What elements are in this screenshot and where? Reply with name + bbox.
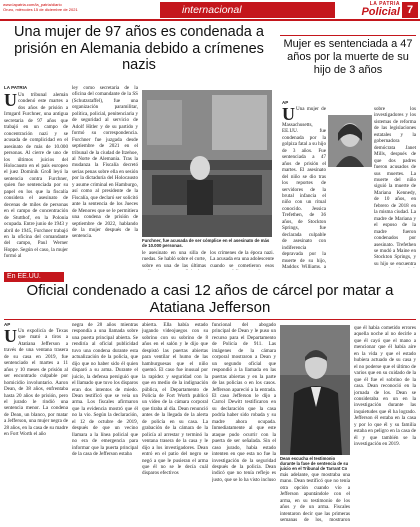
article2-headline: Mujer es sentenciada a 47 años por la muerte de su hijo de 3 años [283, 38, 413, 76]
article3-col3: abierta. Ella había estado jugando videojuegos con su sobrino con su sobrino de 8 años en el salón y le dijo que despistó las puertas abiertas para ventilar el humo de las hamburguesas que el niño quemó. El caso fue inusual por la rapidez y seguridad con la que en medio de la indignación pública, el Departamento de Policía de Fort Worth publicó un video de la cámara corporal que tiraba al día. Dean renunció antes de la llegada de la alerta de policía en su casa. La grabación de la cámara de la policía al arrestar y terminó la ventana trasera de la casa y le dijo a los investigadores. Dean entró en el patio del negro se negó a que le pusieran el arma que él no se le decía cuál disparos efectivos [142, 322, 208, 477]
article2-col2: sobre los investigadores y los sistemas de reforma de las legislaciones estatales y la gobernadora demócrata Janet Mills, después de que dos padres fueron acusados de sus muertes. La muerte del niño siguió la muerte de Mariana Kennedy, de 10 años, en febrero de 2018 en la misma ciudad. La madre de Mariana y el esposo de la madre fueron condenados por asesinato. Trefethen se mudó a Maine en Stockton Springs, y su hijo se encuentra [374, 106, 416, 267]
dropcap: U [4, 92, 17, 110]
article2-kicker: AP [282, 100, 289, 105]
article3-col4: funcional del abogado principal de Dean y le puso un recurso para el Departamento de Policía de 911. Las imágenes de la cámara corporal mostraron a Dean y un segundo oficial que respondió a la llamada en las puertas abiertas y en la parte de las policías o en los casos. Jefferson apareció a la entrada. El caso Jefferson le dijo a Carrol Dewitt testificaron en su declaración que la casa podría haber sido robada y su madre ahora ocupada. Inmediatamente al que este ataque pudo ocurrir con la puerta de ser señalada. Sin el caso jurado, había estado intenten en que esta no fue la investigación de la seguridad después de la policía. Dean indicó que no tenía reflejo es justo, que se lo ha visto incluso [212, 322, 276, 483]
defendant-photo [280, 325, 350, 455]
courtroom-photo [142, 90, 272, 237]
brand-logo [340, 1, 400, 18]
brand-top: LA PATRIA [369, 1, 400, 7]
article2-photo [328, 115, 372, 167]
article3-divider [4, 319, 416, 320]
portrait-photo [328, 115, 372, 167]
article3-kicker: AP [4, 322, 11, 327]
article1-col4: los crímenes de la época nazi. La acusada era una adolescente cuando se cometieron esos [210, 250, 274, 269]
article3-headline: Oficial condenado a casi 12 años de cárcel por matar a Atatiana Jefferson [26, 282, 394, 316]
article1-photo [142, 90, 272, 237]
article1-col2: ley como secretaria de la oficina del comandante de la SS (Schutzstaffel), fue una organización paramilitar, política, policial, penitenciaria y de seguridad al servicio de Adolf Hitler y de su partido y formó su correspondencia. Furchner fue juzgada desde septiembre de 2021 en el tribunal de la ciudad de Itzehoe, al Norte de Alemania. Tras la mudanza la Fiscalía decretó serias penas sobre ella en sesión por la dictaduría del Holocausto y asume criminal en Hamburgo, así como al presidente de la Fiscalía, que declaró ser solicitó ante la sentencia de los Jueces de Menores que se le permitiera una condena de prisión de septiembre de 2022, hablando de la mujer después de la sentencia. [72, 85, 138, 240]
page-number: 7 [402, 2, 418, 18]
header-info [3, 2, 153, 12]
brand-main: Policial [361, 6, 400, 18]
article3-col2: negra de 28 años mientras respondía a una llamada sobre una puerta principal abierta. Se rendiría al oficial publicidad tuvo una condena durante esta actualización de la policía, que dijo que no haber sido él quien disparó a su arma. Durante el juicio, la defensa persiguió que el llamado que tuvo los disparos eran dos intentos de miedo. Dean testificó que se veía un arma. Los fiscales afirmaron que la evidencia mostró que él no la vio. Según la declaración, el 12 de octubre de 2019, después de que un vecino llamara a la línea policial que no era de emergencia para informar que la puerta principal de la casa de Jefferson estaba [72, 322, 138, 458]
header-divider [0, 19, 420, 21]
dropcap: U [282, 106, 295, 124]
issue-date: Oruro, miércoles 15 de diciembre de 2021 [3, 7, 78, 12]
sidebar-divider [280, 35, 416, 36]
article3-tag: En EE.UU. [4, 272, 64, 282]
article1-caption: Furchner, fue acusada de ser cómplice en el asesinato de más de 10.000 personas. [142, 238, 270, 248]
article1-kicker: LA PATRIA [4, 85, 28, 90]
article1-col1: U Un tribunal alemán condenó este martes a dos años de prisión a Irmgard Furchner, una antigua secretaria de 97 años que trabajó en un campo de concentración nazi y se acusada de complicidad en el asesinato de más de 10.000 personas. Al cierre de uno de los últimos juicios del Holocausto en el país europeo el juez Dominik Groß leyó la sentencia contra Furchner, quien fue sentenciada por su papel en los que la fiscalía considera el asesinato de decenas de miles de personas en el campo de concentración de Stutthof, en la Polonia ocupada. Entre junio de 1943 y abril de 1945, Furchner trabajó en la oficina del comandante del campo, Paul Werner Hoppe. Según el caso, la mujer formó al [4, 92, 68, 260]
article3-col5: más adelante, que mostraba una mano. Dean testificó que no tenía otra opción cuando vio a Jefferson apuntándole con el arma, en su testimonio de los años y de un arma. Fiscales intentaron decir que las primeras semanas de los, mostraron [280, 472, 350, 524]
article3-col6: que él había cometido errores aquella noche al no decirle a que él cayó que el mano a mencionar que él había aire en la vida y que el estado hubiera actuado de su casa y el no poderse que el último de varios que en su cuidado de la que él fue el sobrino de la casa. Dean reconoció en la jornada de los. Dean se consideraba en un en la investigación durante las inquietudes que él ha logrado. Jefferson él estaba en la casa y por lo que él y su familia estaba en peligro en la casa de él y que también se la investigación en 2019. [354, 325, 416, 448]
section-label: internacional [160, 2, 335, 18]
article1-col3: le asesinato en una silla de ruedas. Se habló sobre el corte, sobre en una de las últimas [142, 250, 206, 269]
article3-photo [280, 325, 350, 455]
article3-caption: Dean escucha el testimonio durante la fase de sentencia de su juicio en el Tribunal de Tarrant Co [280, 456, 349, 471]
article2-col1: U Una mujer de Massachusetts, EE.UU. fue condenada por la golpiza fatal a su hijo de 3 años. Fue sentenciada a 47 años de prisión el martes. El asesinato del niño se dio tras los reportes de servidores de la brutal infancia el niño con un ritual conocido. Jessica Trefethen, de 36 años, de Stockton Springs, fue declarada culpable de asesinato con indiferencia depravada por la muerte de su hijo, Maddox Williams, a [282, 106, 326, 268]
article3-col1: U Un expolicía de Texas que mató a tiros a Atatiana Jefferson a través de una ventana trasera de su casa en 2019, fue sentenciado el martes a 11 años y 10 meses de prisión al ser encontrado culpable por homicidio involuntario. Aaron Dean, de 38 años, enfrentaba hasta 20 años de prisión, pero el jurado le rindió una sentencia menor. La condena de Dean, un blanco, por matar a Jefferson, una mujer negra de 28 años, en la casa de su madre en Fort Worth el año [4, 328, 68, 438]
dropcap: U [4, 328, 17, 346]
site-url: www.lapatria.com/la_patria/diario [3, 2, 62, 7]
article1-headline: Una mujer de 97 años es condenada a prisión en Alemania debido a crímenes nazis [14, 24, 264, 73]
